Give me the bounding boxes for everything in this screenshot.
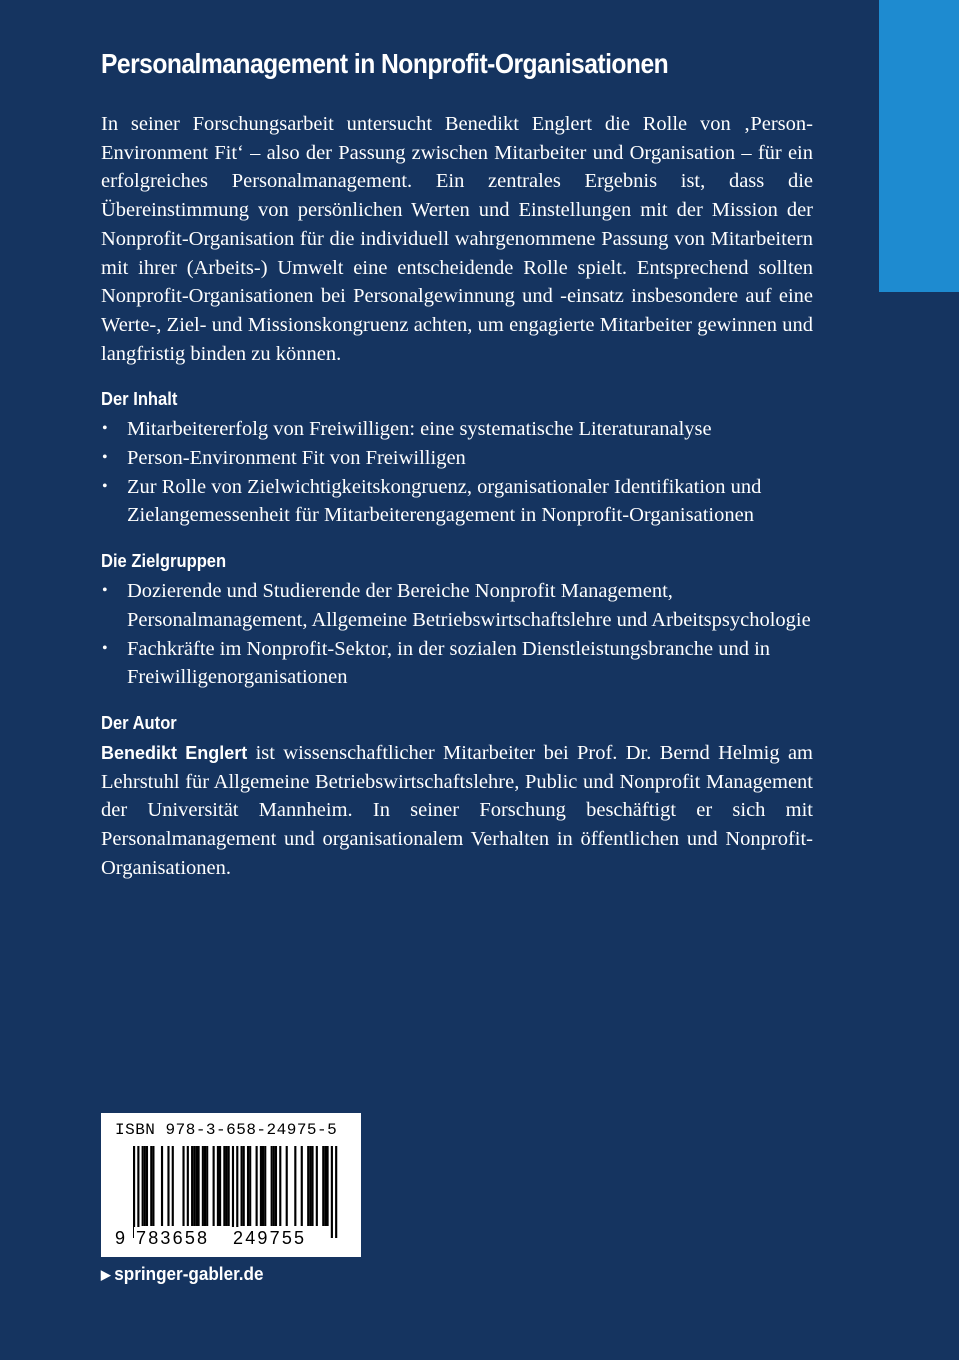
list-item: • Person-Environment Fit von Freiwilligen [101, 444, 813, 473]
section-heading-inhalt: Der Inhalt [101, 389, 178, 410]
isbn-barcode [101, 1113, 361, 1257]
bullet-icon: • [102, 477, 108, 495]
section-heading-autor: Der Autor [101, 712, 177, 733]
barcode-digit-first: 9 [115, 1228, 126, 1248]
list-item: • Mitarbeitererfolg von Freiwilligen: eine systematische Literaturanalyse [101, 415, 813, 444]
publisher-url: springer-gabler.de [114, 1264, 264, 1284]
zielgruppen-list [101, 577, 813, 692]
bullet-icon: • [102, 449, 108, 467]
isbn-label: ISBN 978-3-658-24975-5 [115, 1121, 338, 1139]
list-item: • Fachkräfte im Nonprofit-Sektor, in der sozialen Dienstleistungsbranche und in Freiwilligenorganisationen [101, 635, 813, 692]
bullet-icon: • [102, 420, 108, 438]
arrow-right-icon: ▶ [101, 1267, 111, 1282]
intro-paragraph: In seiner Forschungsarbeit untersucht Benedikt Englert die Rolle von ‚Person-Environment Fit‘ – also der Passung zwischen Mitarbeiter und Organisation – für ein erfolgreiches Personalmanagement. Ein zentrales Ergebnis ist, dass die Übereinstimmung von persönlichen Werten und Einstellungen mit der Mission der Nonprofit-Organisation für die individuell wahrgenommene Passung von Mitarbeitern mit ihrer (Arbeits-) Umwelt eine entscheidende Rolle spielt. Entsprechend sollten Nonprofit-Organisationen bei Personalgewinnung und -einsatz insbesondere auf eine Werte-, Ziel- und Missionskongruenz achten, um engagierte Mitarbeiter gewinnen und langfristig binden zu können. [101, 113, 813, 365]
author-bio-text: ist wissenschaftlicher Mitarbeiter bei Prof. Dr. Bernd Helmig am Lehrstuhl für Allgemeine Betriebswirtschaftslehre, Public und Nonprofit Management der Universität Mannheim. In seiner Forschung beschäftigt er sich mit Personalmanagement und organisationalem Verhalten in öffentlichen und Nonprofit-Organisationen. [101, 741, 814, 879]
barcode-digits-right: 249755 [233, 1228, 307, 1248]
list-item: • Dozierende und Studierende der Bereiche Nonprofit Management, Personalmanagement, Allgemeine Betriebswirtschaftslehre und Arbeitspsychologie [101, 577, 813, 634]
bullet-icon: • [102, 639, 108, 657]
author-name: Benedikt Englert [101, 742, 248, 763]
back-cover-content [101, 44, 813, 882]
list-item: • Zur Rolle von Zielwichtigkeitskongruenz, organisationaler Identifikation und Zielangemessenheit für Mitarbeiterengagement in Nonprofit-Organisationen [101, 473, 813, 530]
section-heading-zielgruppen: Die Zielgruppen [101, 551, 227, 572]
bullet-icon: • [102, 582, 108, 600]
book-title: Personalmanagement in Nonprofit-Organisationen [101, 48, 669, 79]
publisher-link[interactable] [101, 1261, 263, 1289]
barcode-digits-left: 783658 [136, 1228, 210, 1248]
author-bio [101, 739, 813, 883]
inhalt-list [101, 415, 813, 530]
accent-bar [879, 0, 959, 292]
